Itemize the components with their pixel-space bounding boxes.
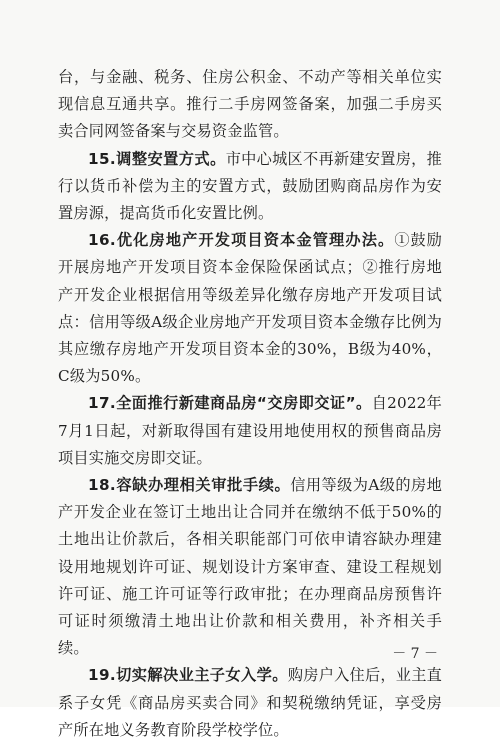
item-19-body: 购房户入住后，业主直系子女凭《商品房买卖合同》和契税缴纳凭证，享受房产所在地义务教育阶段学校学位。 [58, 666, 443, 739]
item-16-body: ①鼓励开展房地产开发项目资本金保险保函试点；②推行房地产开发企业根据信用等级差异化缴存房地产开发项目试点：信用等级A级企业房地产开发项目资本金缴存比例为其应缴存房地产开发项目资本金的30%，B级为40%，C级为50%。 [58, 231, 442, 386]
intro-text: 台，与金融、税务、住房公积金、不动产等相关单位实现信息互通共享。推行二手房网签备案，加强二手房买卖合同网签备案与交易资金监管。 [58, 68, 442, 141]
item-18-heading: 18.容缺办理相关审批手续。 [88, 476, 291, 495]
item-15-heading: 15.调整安置方式。 [88, 149, 226, 168]
item-19 [58, 662, 442, 744]
item-15-body: 市中心城区不再新建安置房，推行以货币补偿为主的安置方式，鼓励团购商品房作为安置房源，提高货币化安置比例。 [58, 149, 442, 223]
item-16-heading: 16.优化房地产开发项目资本金管理办法。 [88, 231, 395, 250]
item-17-body: 自2022年7月1日起，对新取得国有建设用地使用权的预售商品房项目实施交房即交证。 [58, 394, 442, 467]
item-19-heading: 19.切实解决业主子女入学。 [88, 666, 288, 685]
intro-paragraph [58, 64, 442, 146]
item-18-body: 信用等级为A级的房地产开发企业在签订土地出让合同并在缴纳不低于50%的土地出让价款后，各相关职能部门可依申请容缺办理建设用地规划许可证、规划设计方案审查、建设工程规划许可证、施工许可证等行政审批；在办理商品房预售许可证时须缴清土地出让价款和相关费用，补齐相关手续。 [58, 476, 442, 658]
item-18 [58, 472, 442, 662]
page-number: － 7 － [392, 646, 438, 662]
item-17-heading: 17.全面推行新建商品房“交房即交证”。 [88, 394, 372, 413]
item-17 [58, 390, 442, 472]
item-15 [58, 146, 442, 228]
item-16 [58, 227, 442, 390]
